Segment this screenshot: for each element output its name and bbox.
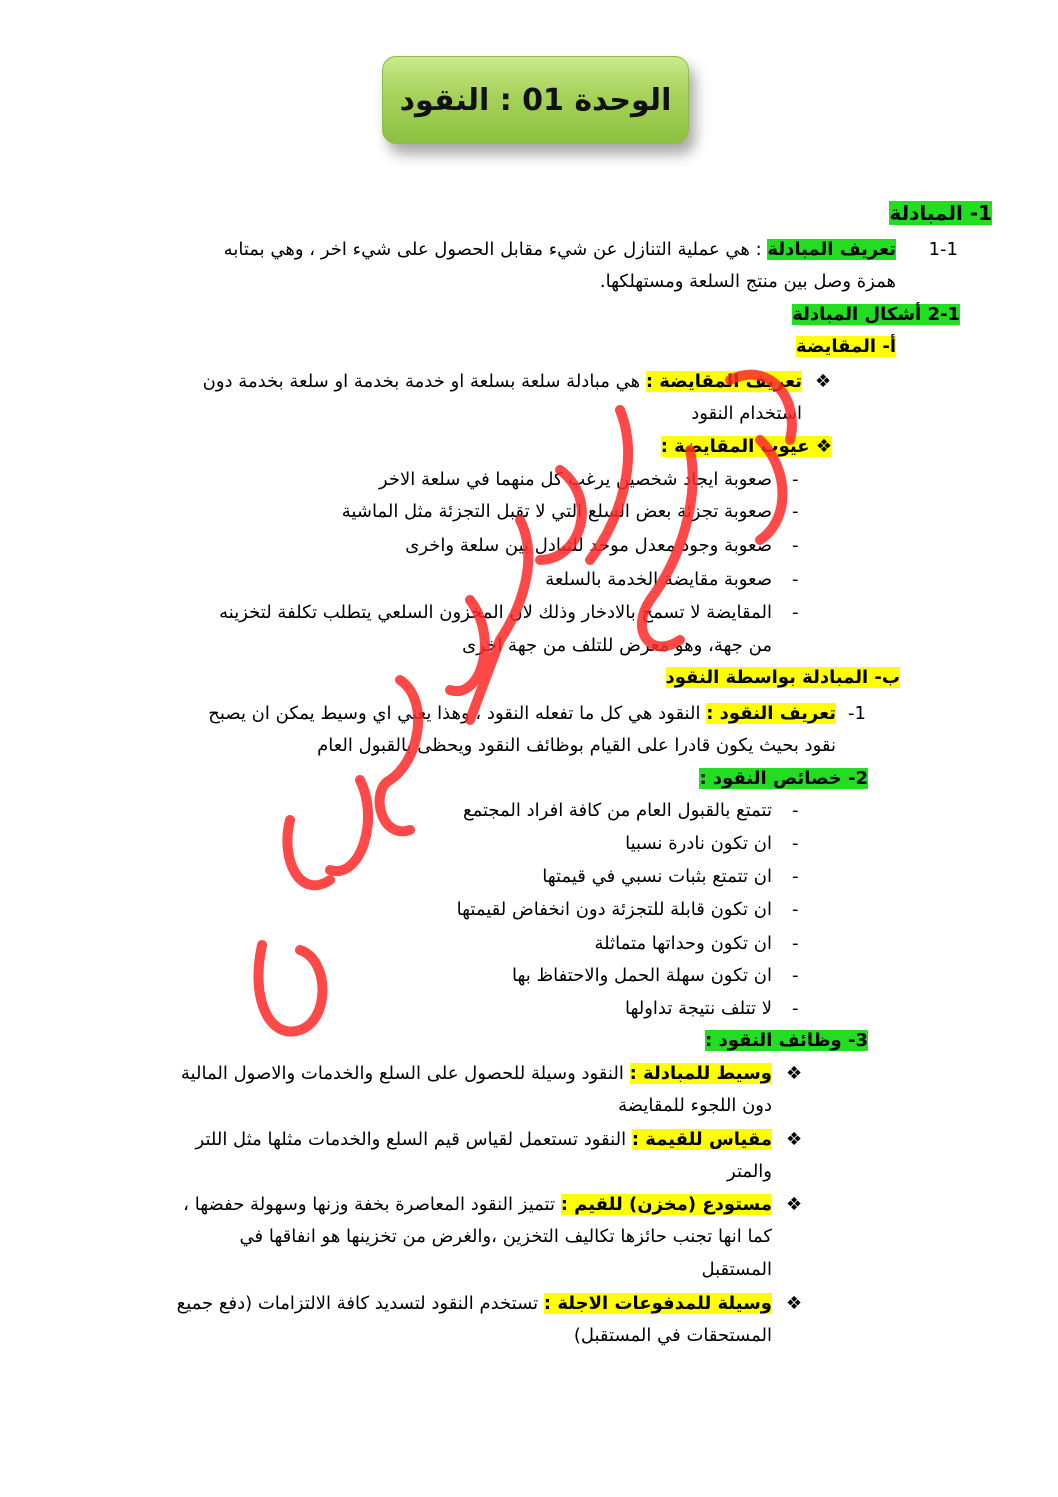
dash-icon: - — [792, 933, 799, 954]
func-2-line-2: والمتر — [727, 1161, 772, 1182]
func-2-line-1 — [196, 1126, 772, 1154]
property-item: ان تكون وحداتها متماثلة — [594, 933, 772, 954]
forms-heading-text: 2-1 أشكال المبادلة — [792, 304, 960, 325]
flaw-item: المقايضة لا تسمح بالادخار وذلك لان المخزون السلعي يتطلب تكلفة لتخزينه — [219, 602, 772, 623]
money-def-num: 1- — [848, 703, 866, 724]
bullet-icon: ❖ — [815, 371, 832, 392]
barter-heading-text: أ- المقايضة — [795, 336, 896, 357]
bullet-icon: ❖ — [786, 1129, 803, 1150]
dash-icon: - — [792, 469, 799, 490]
def-text: : هي عملية التنازل عن شيء مقابل الحصول على شيء اخر ، وهي بمتابه — [223, 239, 762, 260]
term-highlight: مستودع (مخزن) للقيم : — [560, 1194, 772, 1215]
money-props-heading — [699, 765, 868, 793]
unit-title: الوحدة 01 : النقود — [399, 82, 672, 118]
term-highlight: تعريف المقايضة : — [645, 371, 802, 392]
barter-def-line-2: استخدام النقود — [691, 403, 802, 424]
barter-def-line-1 — [203, 368, 802, 396]
dash-icon: - — [792, 602, 799, 623]
func-text: النقود وسيلة للحصول على السلع والخدمات والاصول المالية — [180, 1063, 624, 1084]
func-text: النقود تستعمل لقياس قيم السلع والخدمات مثلها مثل اللتر — [195, 1129, 627, 1150]
func-1-line-1 — [181, 1060, 772, 1088]
money-def-line-2: نقود بحيث يكون قادرا على القيام بوظائف النقود ويحظى بالقبول العام — [317, 735, 836, 756]
func-text: تستخدم النقود لتسديد كافة الالتزامات (دفع جميع — [176, 1293, 539, 1314]
exchange-definition-line-1 — [224, 236, 896, 264]
money-def-line-1 — [208, 700, 836, 728]
dash-icon: - — [792, 866, 799, 887]
term-highlight: تعريف المبادلة — [767, 239, 896, 260]
flaws-heading-text: عيوب المقايضة : — [660, 436, 810, 457]
dash-icon: - — [792, 569, 799, 590]
barter-heading — [796, 333, 896, 361]
funcs-heading-text: 3- وظائف النقود : — [705, 1030, 868, 1051]
forms-heading — [792, 301, 960, 329]
dash-icon: - — [792, 965, 799, 986]
func-text: تتميز النقود المعاصرة بخفة وزنها وسهولة حفضها ، — [183, 1194, 555, 1215]
dash-icon: - — [792, 800, 799, 821]
unit-title-box — [382, 56, 689, 144]
bullet-icon: ❖ — [815, 436, 832, 457]
term-highlight: تعريف النقود : — [706, 703, 836, 724]
barter-flaws-heading — [661, 433, 832, 461]
def-num: 1-1 — [928, 239, 958, 260]
term-highlight: وسيلة للمدفوعات الاجلة : — [543, 1293, 772, 1314]
property-item: لا تتلف نتيجة تداولها — [624, 998, 772, 1019]
dash-icon: - — [792, 535, 799, 556]
props-heading-text: 2- خصائص النقود : — [699, 768, 868, 789]
flaw-item: صعوبة مقايضة الخدمة بالسلعة — [545, 569, 772, 590]
func-4-line-1 — [177, 1290, 772, 1318]
dash-icon: - — [792, 833, 799, 854]
heading-text: 1- المبادلة — [889, 201, 992, 225]
func-4-line-2: المستحقات في المستقبل) — [573, 1325, 772, 1346]
property-item: ان تكون سهلة الحمل والاحتفاظ بها — [512, 965, 772, 986]
term-highlight: وسيط للمبادلة : — [629, 1063, 772, 1084]
flaw-item: صعوبة وجود معدل موحد للتبادل بين سلعة واخرى — [405, 535, 772, 556]
bullet-icon: ❖ — [786, 1063, 803, 1084]
bullet-icon: ❖ — [786, 1293, 803, 1314]
flaw-continuation: من جهة، وهو معرض للتلف من جهة اخرى — [462, 635, 772, 656]
money-exchange-heading-text: ب- المبادلة بواسطة النقود — [665, 667, 900, 688]
dash-icon: - — [792, 998, 799, 1019]
func-3-line-1 — [183, 1191, 772, 1219]
flaw-item: صعوبة تجزئة بعض السلع التي لا تقبل التجزئة مثل الماشية — [341, 501, 772, 522]
dash-icon: - — [792, 899, 799, 920]
func-3-line-3: المستقبل — [701, 1259, 772, 1280]
dash-icon: - — [792, 501, 799, 522]
property-item: ان تكون قابلة للتجزئة دون انخفاض لقيمتها — [456, 899, 772, 920]
exchange-definition-line-2: همزة وصل بين منتج السلعة ومستهلكها. — [599, 271, 896, 292]
def-text: هي مبادلة سلعة بسلعة او خدمة بخدمة او سلعة بخدمة دون — [202, 371, 641, 392]
func-1-line-2: دون اللجوء للمقايضة — [618, 1095, 772, 1116]
property-item: ان تتمتع بثبات نسبي في قيمتها — [542, 866, 772, 887]
section-heading-exchange — [889, 199, 992, 227]
money-exchange-heading — [666, 664, 901, 692]
property-item: ان تكون نادرة نسبيا — [625, 833, 772, 854]
bullet-icon: ❖ — [786, 1194, 803, 1215]
flaws-heading-highlight — [661, 436, 832, 457]
property-item: تتمتع بالقبول العام من كافة افراد المجتمع — [462, 800, 772, 821]
term-highlight: مقياس للقيمة : — [631, 1129, 772, 1150]
func-3-line-2: كما انها تجنب حائزها تكاليف التخزين ،والغرض من تخزينها هو انفاقها في — [239, 1226, 772, 1247]
def-text: النقود هي كل ما تفعله النقود ، وهذا يعني اي وسيط يمكن ان يصبح — [208, 703, 701, 724]
money-funcs-heading — [705, 1027, 868, 1055]
flaw-item: صعوبة ايجاد شخصين يرغب كل منهما في سلعة الاخر — [378, 469, 772, 490]
